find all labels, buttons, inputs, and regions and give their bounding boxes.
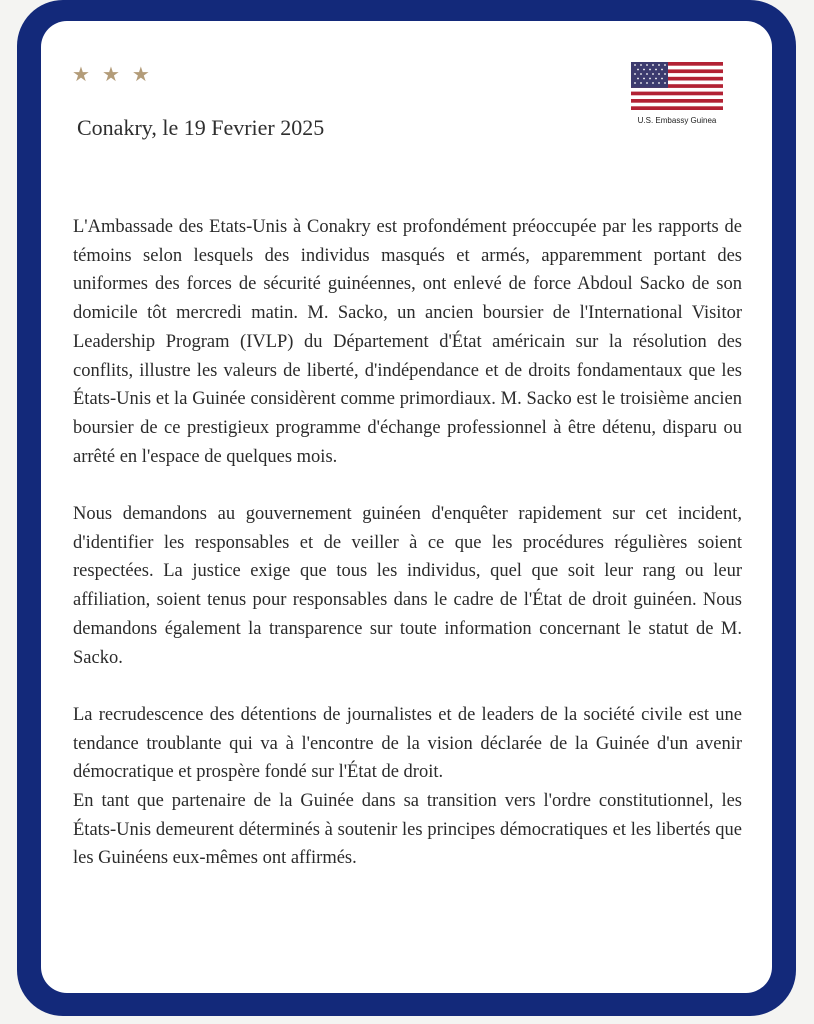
body-paragraph: La recrudescence des détentions de journalistes et de leaders de la société civile est une tendance troublante qui va à l'encontre de la vision déclarée de la Guinée d'un avenir démocratique et prospère fondé sur l'État de droit. (73, 704, 742, 783)
letter-body (73, 213, 742, 902)
embassy-logo (631, 62, 723, 125)
body-paragraph: Nous demandons au gouvernement guinéen d'enquêter rapidement sur cet incident, d'identifier les responsables et de veiller à ce que les procédures régulières soient respectées. La justice exige que tous les individus, quel que soit leur rang ou leur affiliation, soient tenus pour responsables dans le cadre de l'État de droit guinéen. Nous demandons également la transparence sur toute information concernant le statut de M. Sacko. (73, 504, 742, 668)
star-icon: ★ (131, 62, 150, 86)
star-icon: ★ (101, 62, 120, 86)
logo-caption: U.S. Embassy Guinea (637, 116, 717, 125)
star-icon: ★ (72, 62, 90, 86)
body-paragraph: L'Ambassade des Etats-Unis à Conakry est profondément préoccupée par les rapports de témoins selon lesquels des individus masqués et armés, apparemment portant des uniformes des forces de sécurité guinéennes, ont enlevé de force Abdoul Sacko de son domicile tôt mercredi matin. M. Sacko, un ancien boursier de l'International Visitor Leadership Program (IVLP) du Département d'État américain sur la résolution des conflits, illustre les valeurs de liberté, d'indépendance et de droits fondamentaux que les États-Unis et la Guinée considèrent comme primordiaux. M. Sacko est le troisième ancien boursier de ce prestigieux programme d'échange professionnel à être détenu, disparu ou arrêté en l'espace de quelques mois. (73, 217, 742, 467)
body-paragraph: En tant que partenaire de la Guinée dans sa transition vers l'ordre constitutionnel, les États-Unis demeurent déterminés à soutenir les principes démocratiques et les libertés que les Guinéens eux-mêmes ont affirmés. (73, 791, 742, 869)
decorative-stars (72, 64, 150, 84)
letter-date: Conakry, le 19 Fevrier 2025 (77, 115, 325, 140)
us-flag-icon (631, 62, 723, 110)
